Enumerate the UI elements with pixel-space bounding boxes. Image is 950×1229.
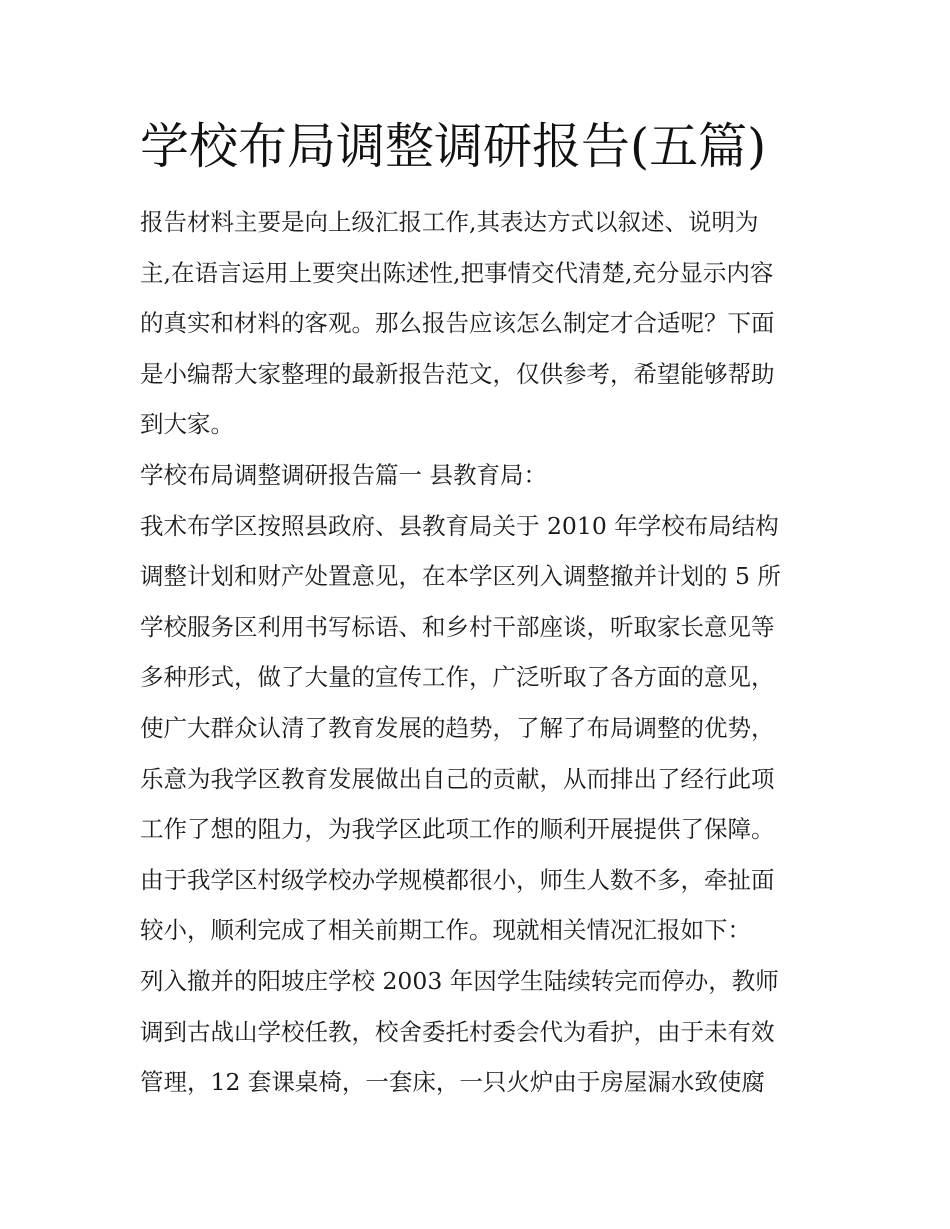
section-heading: 学校布局调整调研报告篇一 县教育局： — [140, 460, 547, 489]
body-line: 的真实和材料的客观。那么报告应该怎么制定才合适呢？下面 — [140, 309, 775, 338]
body-line: 我术布学区按照县政府、县教育局关于 2010 年学校布局结构 — [140, 511, 779, 540]
body-line: 学校服务区利用书写标语、和乡村干部座谈，听取家长意见等 — [140, 612, 775, 641]
body-line: 报告材料主要是向上级汇报工作,其表达方式以叙述、说明为 — [140, 208, 759, 236]
body-line: 调到古战山学校任教，校舍委托村委会代为看护，由于未有效 — [140, 1017, 775, 1046]
document-title: 学校布局调整调研报告(五篇) — [140, 118, 767, 175]
body-line: 列入撤并的阳坡庄学校 2003 年因学生陆续转完而停办，教师 — [140, 966, 779, 995]
body-line: 使广大群众认清了教育发展的趋势，了解了布局调整的优势， — [140, 713, 775, 742]
body-line: 管理，12 套课桌椅，一套床，一只火炉由于房屋漏水致使腐 — [140, 1068, 765, 1097]
body-line: 到大家。 — [140, 410, 234, 439]
body-line: 乐意为我学区教育发展做出自己的贡献，从而排出了经行此项 — [140, 764, 775, 793]
body-line: 较小，顺利完成了相关前期工作。现就相关情况汇报如下： — [140, 916, 751, 945]
body-line: 调整计划和财产处置意见，在本学区列入调整撤并计划的 5 所 — [140, 562, 781, 591]
body-line: 由于我学区村级学校办学规模都很小，师生人数不多，牵扯面 — [140, 865, 775, 894]
document-body — [140, 197, 830, 1108]
body-line: 是小编帮大家整理的最新报告范文，仅供参考，希望能够帮助 — [140, 359, 775, 388]
body-line: 多种形式，做了大量的宣传工作，广泛听取了各方面的意见， — [140, 663, 775, 692]
body-line: 工作了想的阻力，为我学区此项工作的顺利开展提供了保障。 — [140, 815, 775, 844]
body-line: 主,在语言运用上要突出陈述性,把事情交代清楚,充分显示内容 — [140, 258, 774, 287]
